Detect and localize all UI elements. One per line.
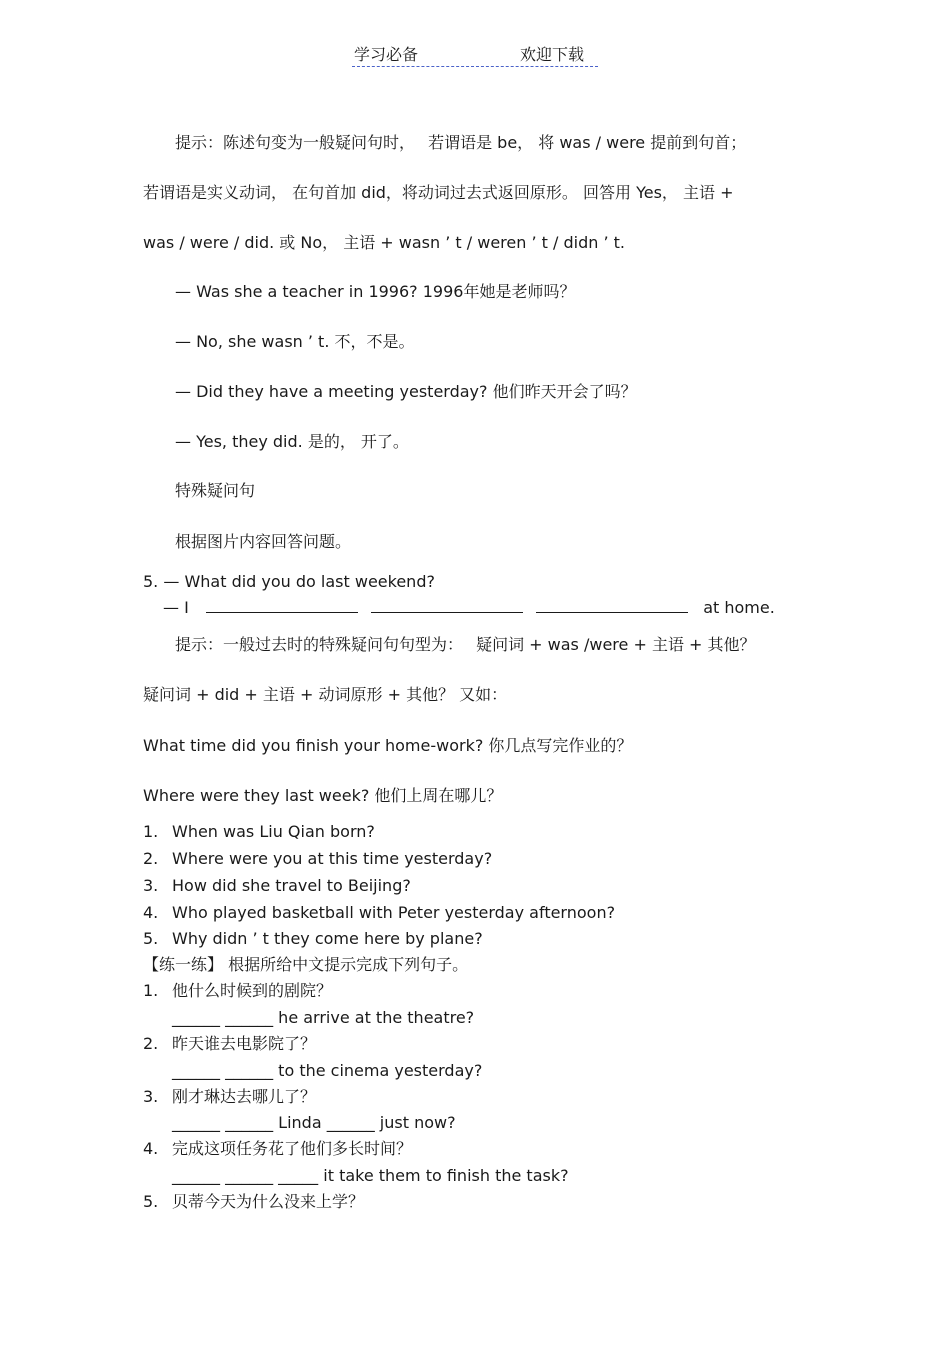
tip2-example: Where were they last week? 他们上周在哪儿？ [143, 786, 503, 805]
example-line: — Was she a teacher in 1996? 1996年她是老师吗？ [175, 282, 576, 301]
section-title: 特殊疑问句 [175, 481, 256, 500]
practice-chinese: 完成这项任务花了他们多长时间？ [172, 1139, 413, 1158]
question-5: 5. — What did you do last weekend? [143, 572, 435, 591]
practice-number: 2. [143, 1034, 159, 1053]
practice-chinese: 刚才琳达去哪儿了？ [172, 1087, 317, 1106]
header-right-text: 欢迎下载 [520, 45, 585, 64]
practice-title: 【练一练】 根据所给中文提示完成下列句子。 [143, 955, 469, 974]
practice-item-en[interactable]: ______ ______ Linda ______ just now? [172, 1113, 456, 1132]
answer-blank[interactable] [536, 598, 688, 613]
tip2-line1: 提示：一般过去时的特殊疑问句句型为： 疑问词 + was /were + 主语 + 其他？ [175, 635, 756, 654]
answer-blank[interactable] [371, 598, 523, 613]
practice-chinese: 昨天谁去电影院了？ [172, 1034, 317, 1053]
answer-start: — I [163, 598, 189, 617]
tip1-line1: 提示：陈述句变为一般疑问句时， 若谓语是 be， 将 was / were 提前到句首； [175, 133, 747, 152]
header-left-text: 学习必备 [354, 45, 419, 64]
tip2-example: What time did you finish your home-work? 你几点写完作业的？ [143, 736, 633, 755]
practice-chinese: 贝蒂今天为什么没来上学？ [172, 1192, 365, 1211]
list-text: When was Liu Qian born? [172, 822, 375, 841]
example-line: — Yes, they did. 是的， 开了。 [175, 432, 409, 451]
practice-item-cn [143, 981, 332, 1001]
practice-item-cn [143, 1034, 316, 1054]
practice-number: 4. [143, 1139, 159, 1158]
tip1-line2: 若谓语是实义动词， 在句首加 did，将动词过去式返回原形。 回答用 Yes， 主语 + [143, 183, 734, 202]
practice-item-en[interactable]: ______ ______ he arrive at the theatre? [172, 1008, 475, 1027]
list-number: 2. [143, 849, 159, 868]
question-5-answer [163, 598, 775, 618]
list-number: 3. [143, 876, 159, 895]
list-text: Who played basketball with Peter yesterday afternoon? [172, 903, 616, 922]
list-text: How did she travel to Beijing? [172, 876, 411, 895]
practice-item-en[interactable]: ______ ______ _____ it take them to finish the task? [172, 1166, 569, 1185]
practice-chinese: 他什么时候到的剧院？ [172, 981, 333, 1000]
page-header [352, 40, 598, 67]
example-line: — No, she wasn ’ t. 不，不是。 [175, 332, 415, 351]
practice-number: 3. [143, 1087, 159, 1106]
list-number: 1. [143, 822, 159, 841]
list-item [143, 903, 615, 923]
example-line: — Did they have a meeting yesterday? 他们昨天开会了吗？ [175, 382, 637, 401]
list-number: 5. [143, 929, 159, 948]
list-item [143, 849, 492, 869]
tip1-line3: was / were / did. 或 No， 主语 + wasn ’ t / weren ’ t / didn ’ t. [143, 233, 626, 252]
practice-number: 5. [143, 1192, 159, 1211]
practice-item-en[interactable]: ______ ______ to the cinema yesterday? [172, 1061, 483, 1080]
practice-item-cn [143, 1139, 412, 1159]
tip2-line2: 疑问词 + did + 主语 + 动词原形 + 其他？ 又如： [143, 685, 508, 704]
practice-number: 1. [143, 981, 159, 1000]
list-number: 4. [143, 903, 159, 922]
list-text: Why didn ’ t they come here by plane? [172, 929, 483, 948]
instruction-text: 根据图片内容回答问题。 [175, 532, 352, 551]
list-item [143, 929, 483, 949]
answer-blank[interactable] [206, 598, 358, 613]
practice-item-cn [143, 1192, 364, 1212]
answer-end: at home. [703, 598, 775, 617]
list-item [143, 822, 375, 842]
list-text: Where were you at this time yesterday? [172, 849, 493, 868]
list-item [143, 876, 411, 896]
practice-item-cn [143, 1087, 316, 1107]
